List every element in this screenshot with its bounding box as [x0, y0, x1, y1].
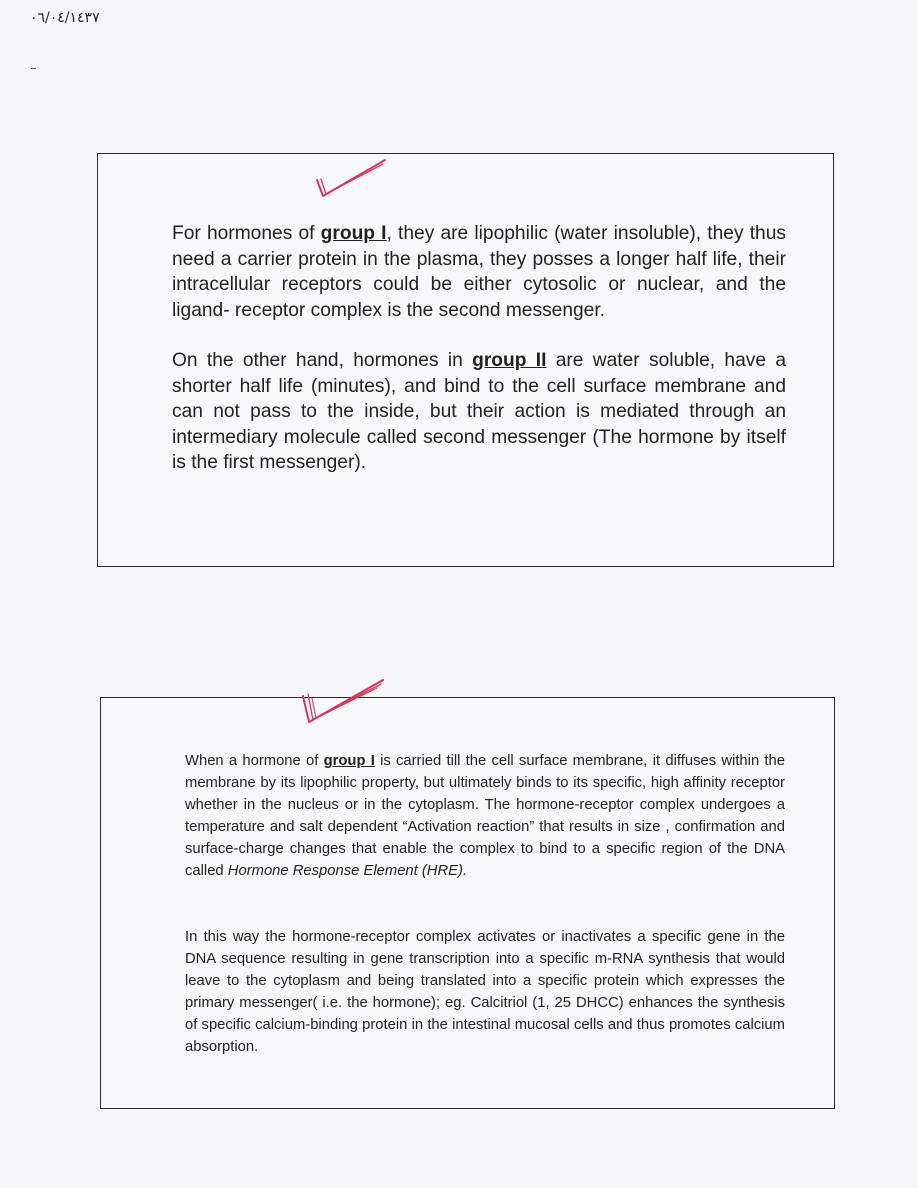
header-date: ٠٦/٠٤/١٤٣٧ — [30, 10, 100, 26]
text: are water soluble, have a shorter half life (minutes), and bind to the cell surface membrane and can not pass to the inside, but their action is mediated through an intermediary molecule called second messenger (The hormone by itself is the first messenger). — [172, 350, 786, 474]
text: For hormones of — [172, 223, 321, 244]
slide1-paragraph-2 — [172, 348, 786, 476]
group-term: group II — [472, 350, 547, 371]
slide2-paragraph-1 — [185, 750, 785, 882]
text: is carried till the cell surface membrane, it diffuses within the membrane by its lipophilic property, but ultimately binds to its specific, high affinity receptor whether in the nucleus or in the cytoplasm. The hormone-receptor complex undergoes a temperature and salt dependent “Activation reaction” that results in size , confirmation and surface-charge changes that enable the complex to bind to a specific region of the DNA called — [185, 753, 785, 879]
text: On the other hand, hormones in — [172, 350, 473, 371]
check-mark-icon — [297, 676, 389, 728]
check-mark-icon — [313, 156, 393, 204]
text: When a hormone of — [185, 753, 324, 769]
hre-term: Hormone Response Element (HRE). — [227, 863, 468, 879]
group-term: group I — [320, 223, 387, 244]
slide2-paragraph-2: In this way the hormone-receptor complex activates or inactivates a specific gene in the DNA sequence resulting in gene transcription into a specific m-RNA synthesis that would leave to the cytoplasm and being translated into a specific protein which expresses the primary messenger( i.e. the hormone); eg. Calcitriol (1, 25 DHCC) enhances the synthesis of specific calcium-binding protein in the intestinal mucosal cells and thus promotes calcium absorption. — [185, 929, 785, 1055]
text: , they are lipophilic (water insoluble), they thus need a carrier protein in the plasma, they posses a longer half life, their intracellular receptors could be either cytosolic or nuclear, and the ligand- receptor complex is the second messenger. — [172, 223, 786, 321]
header-dash — [31, 68, 36, 69]
group-term: group I — [323, 753, 375, 769]
slide1-paragraph-1 — [172, 221, 786, 323]
slide-box-2 — [100, 697, 835, 1109]
slide-box-1 — [97, 153, 834, 567]
